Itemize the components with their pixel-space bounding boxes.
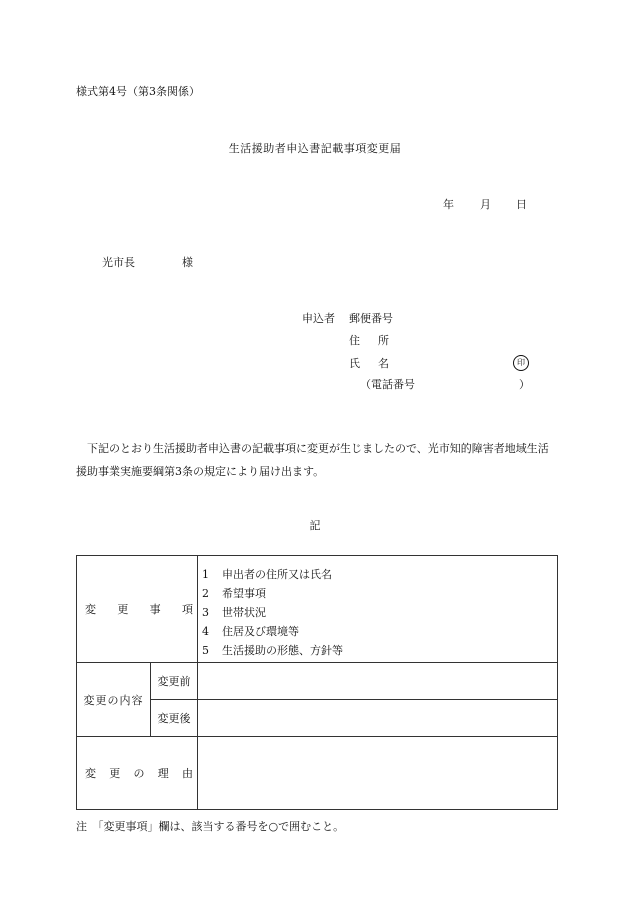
list-item[interactable]: 3 世帯状況 xyxy=(202,605,266,619)
date-month-label: 月 xyxy=(480,198,491,211)
change-items-list xyxy=(198,558,557,661)
address-label: 住所 xyxy=(349,334,407,347)
ki-heading: 記 xyxy=(309,519,321,532)
table-row xyxy=(77,737,558,810)
before-label: 変更前 xyxy=(151,663,198,700)
body-paragraph: 下記のとおり生活援助者申込書の記載事項に変更が生じましたので、光市知的障害者地域生活援助事業実施要綱第3条の規定により届け出ます。 xyxy=(76,442,549,478)
form-number: 様式第4号（第3条関係） xyxy=(76,85,200,98)
phone-close-paren: ） xyxy=(519,378,530,391)
footnote: 注 「変更事項」欄は、該当する番号を○で囲むこと。 xyxy=(76,820,345,833)
seal-mark: 印 xyxy=(513,355,529,371)
table-row xyxy=(77,556,558,663)
reason-field[interactable] xyxy=(198,737,558,810)
before-field[interactable] xyxy=(198,663,558,700)
change-content-label: 変更の内容 xyxy=(77,663,151,737)
list-item[interactable]: 1 申出者の住所又は氏名 xyxy=(202,567,332,581)
applicant-label: 申込者 xyxy=(302,312,335,325)
page-title: 生活援助者申込書記載事項変更届 xyxy=(228,142,402,155)
addressee-name: 光市長 xyxy=(102,256,135,269)
change-items-label: 変 更 事 項 xyxy=(85,603,193,616)
after-field[interactable] xyxy=(198,700,558,737)
phone-label: （電話番号 xyxy=(360,378,415,391)
reason-label: 変 更 の 理 由 xyxy=(85,767,193,780)
list-item[interactable]: 4 住居及び環境等 xyxy=(202,624,299,638)
postal-code-label: 郵便番号 xyxy=(349,312,393,325)
name-label: 氏名 xyxy=(349,357,407,370)
addressee-honorific: 様 xyxy=(182,256,193,269)
change-items-label-cell xyxy=(77,556,198,663)
date-year-label: 年 xyxy=(443,198,454,211)
change-items-cell xyxy=(198,556,558,663)
table-row xyxy=(77,663,558,700)
list-item[interactable]: 5 生活援助の形態、方針等 xyxy=(202,643,343,657)
list-item[interactable]: 2 希望事項 xyxy=(202,586,266,600)
change-table xyxy=(76,555,558,810)
date-day-label: 日 xyxy=(516,198,527,211)
after-label: 変更後 xyxy=(151,700,198,737)
reason-label-cell xyxy=(77,737,198,810)
